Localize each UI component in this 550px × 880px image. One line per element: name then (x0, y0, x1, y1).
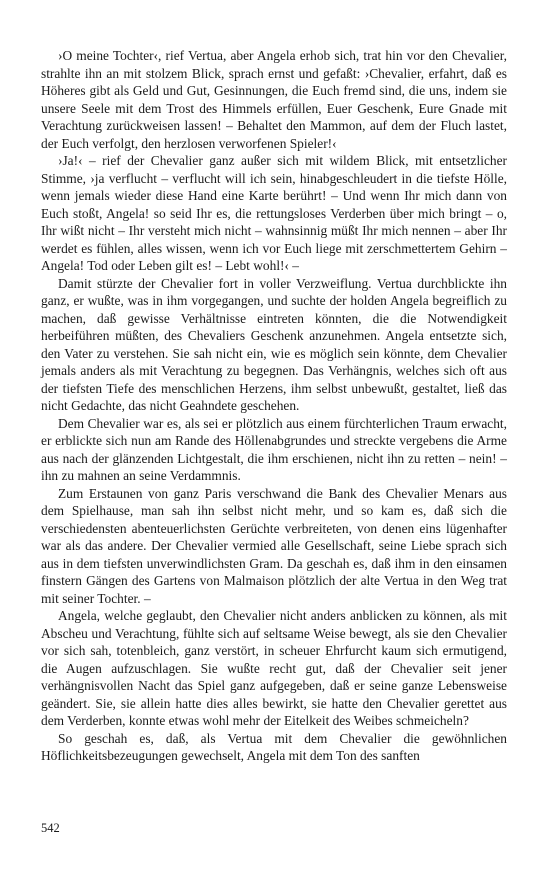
paragraph: ›Ja!‹ – rief der Chevalier ganz außer sich mit wildem Blick, mit entsetzlicher Stimme, ›ja verflucht – verflucht will ich sein, hinabgeschleudert in die tiefste Hölle, wenn jemals wieder diese Hand eine Karte berührt! – Und wenn Ihr mich dann von Euch stoßt, Angela! so seid Ihr es, die rettungsloses Verderben über mich bringt – o, Ihr wißt nicht – Ihr versteht mich nicht – wahnsinnig müßt Ihr mich nennen – aber Ihr werdet es fühlen, alles wissen, wenn ich vor Euch liege mit zerschmettertem Gehirn – Angela! Tod oder Leben gilt es! – Lebt wohl!‹ – (41, 153, 507, 273)
page-body (41, 47, 507, 765)
page-number: 542 (41, 821, 60, 835)
paragraph: Angela, welche geglaubt, den Chevalier nicht anders anblicken zu können, als mit Abscheu und Verachtung, fühlte sich auf seltsame Weise bewegt, als sie den Chevalier vor sich sah, totenbleich, ganz verstört, in scheuer Ehrfurcht kaum sich ermutigend, die Augen aufzuschlagen. Sie wußte recht gut, daß der Chevalier seit jener verhängnisvollen Nacht das Spiel ganz aufgegeben, daß er seine ganze Lebensweise geändert. Sie, sie allein hatte dies alles bewirkt, sie hatte den Chevalier gerettet aus dem Verderben, konnte etwas wohl mehr der Eitelkeit des Weibes schmeicheln? (41, 608, 507, 728)
paragraph: Dem Chevalier war es, als sei er plötzlich aus einem fürchterlichen Traum erwacht, er erblickte sich nun am Rande des Höllenabgrundes und streckte vergebens die Arme aus nach der glänzenden Lichtgestalt, die ihm erschienen, nicht ihn zu retten – nein! – ihn zu mahnen an seine Verdammnis. (41, 415, 507, 483)
paragraph: ›O meine Tochter‹, rief Vertua, aber Angela erhob sich, trat hin vor den Chevalier, strahlte ihn an mit stolzem Blick, sprach ernst und gefaßt: ›Chevalier, erfahrt, daß es Höheres gibt als Geld und Gut, Gesinnungen, die Euch fremd sind, die uns, indem sie unsere Seele mit dem Trost des Himmels erfüllen, Euer Geschenk, Eure Gnade mit Verachtung zurückweisen lassen! – Behaltet den Mammon, auf dem der Fluch lastet, der Euch verfolgt, den herzlosen verworfenen Spieler!‹ (41, 48, 507, 151)
paragraph: Zum Erstaunen von ganz Paris verschwand die Bank des Chevalier Menars aus dem Spielhause, man sah ihn selbst nicht mehr, und so kam es, daß sich die verschiedensten abenteuerlichsten Gerüchte verbreiteten, von denen eins lügenhafter war als das andere. Der Chevalier vermied alle Gesellschaft, seine Liebe sprach sich aus in dem tiefsten unverwindlichsten Gram. Da geschah es, daß ihm in den einsamen finstern Gängen des Gartens von Malmaison plötzlich der alte Vertua in den Weg trat mit seiner Tochter. – (41, 485, 507, 606)
paragraph: So geschah es, daß, als Vertua mit dem Chevalier die gewöhnlichen Höflichkeitsbezeugungen gewechselt, Angela mit dem Ton des sanften (41, 730, 507, 763)
paragraph: Damit stürzte der Chevalier fort in voller Verzweiflung. Vertua durchblickte ihn ganz, er wußte, was in ihm vorgegangen, und suchte der holden Angela begreiflich zu machen, daß gewisse Verhältnisse eintreten könnten, die die Notwendigkeit herbeiführen müßten, des Chevaliers Geschenk anzunehmen. Angela entsetzte sich, den Vater zu verstehen. Sie sah nicht ein, wie es möglich sein könnte, dem Chevalier jemals anders als mit Verachtung zu begegnen. Das Verhängnis, welches sich oft aus der tiefsten Tiefe des menschlichen Herzens, ihm selbst unbewußt, gestaltet, ließ das nicht Gedachte, das nicht Geahndete geschehen. (41, 275, 507, 413)
